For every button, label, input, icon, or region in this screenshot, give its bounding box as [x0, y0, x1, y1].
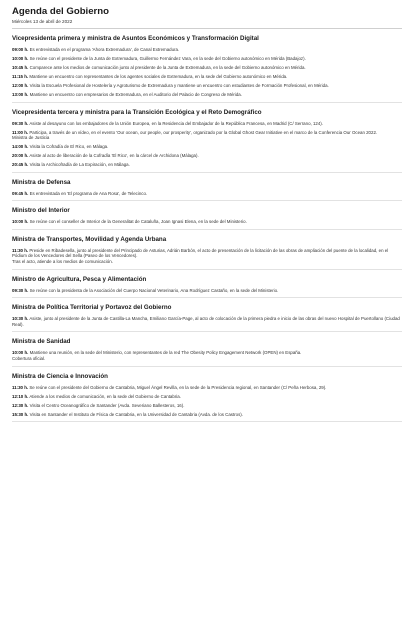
section-title: Ministra de Política Territorial y Portavoz del Gobierno — [12, 304, 172, 312]
agenda-entry — [12, 219, 402, 225]
entry-note: Cobertura oficial. — [12, 355, 46, 361]
entry-text: Asiste, junto al presidente de la Junta de Castilla-La Mancha, Emiliano García-Page, al acto de colocación de la primera piedra e inicio de las obras del nuevo Hospital de Puertollano (Ciudad Real). — [12, 316, 400, 327]
agenda-section — [12, 173, 402, 202]
entry-time: 11:00 h. — [12, 129, 29, 135]
entry-text: Comparece ante los medios de comunicación junto al presidente de la Junta de Extremadura, en la sede del Gobierno autonómico en Mérida. — [29, 64, 306, 70]
entry-note: Tras el acto, atiende a los medios de comunicación. — [12, 259, 113, 265]
agenda-entry — [12, 316, 402, 327]
entry-text: Participa, a través de un vídeo, en el evento 'Our ocean, our people, our prosperity', organizado por la Global Ghost Gear Initiative en el marco de la Conferencia Our Ocean 2022. — [29, 129, 378, 135]
entry-time: 12:10 h. — [12, 393, 29, 399]
agenda-entry — [12, 130, 402, 141]
agenda-section — [12, 367, 402, 423]
entry-text: Visita la Cofradía de El Rico, en Málaga. — [29, 144, 109, 150]
entry-text: Visita la Escuela Profesional de Hostelería y Agroturismo de Extremadura y mantiene un encuentro con estudiantes de Formación Profesional, en Mérida. — [29, 82, 329, 88]
agenda-entry — [12, 191, 402, 197]
entry-time: 20:00 h. — [12, 153, 29, 159]
entry-time: 11:30 h. — [12, 384, 29, 390]
entry-time: 15:30 h. — [12, 411, 29, 417]
entry-time: 14:00 h. — [12, 144, 29, 150]
agenda-entry — [12, 350, 402, 361]
entry-text: Preside en Ribadesella, junto al presidente del Principado de Asturias, Adrián Barbón, el acto de presentación de la licitación de las obras de ampliación del puente de la localidad, en el Pódium de los Vencedores del Sella (Paseo de los Vencedores). — [12, 247, 389, 259]
section-title: Ministra de Transportes, Movilidad y Agenda Urbana — [12, 235, 167, 243]
entry-time: 11:15 h. — [12, 73, 29, 79]
entry-text: Mantiene un encuentro con empresarios de Extremadura, en el Auditorio del Palacio de Congreso de Mérida. — [29, 91, 242, 97]
agenda-entry — [12, 121, 402, 127]
section-title: Ministro de Agricultura, Pesca y Alimentación — [12, 275, 147, 283]
page-title: Agenda del Gobierno — [12, 6, 110, 17]
entry-text: Se reúne con el presidente de la Junta de Extremadura, Guillermo Fernández Vara, en la sede del Gobierno autonómico en Mérida (Badajoz). — [29, 55, 306, 61]
agenda-section — [12, 230, 402, 270]
agenda-entry — [12, 83, 402, 89]
entry-text: Es entrevistada en 'El programa de Ana Rosa', de Telecinco. — [29, 190, 148, 196]
entry-text: Visita en Santander el Instituto de Física de Cantabria, en la Universidad de Cantabria (Avda. de los Castros). — [29, 411, 243, 417]
agenda-section — [12, 103, 402, 173]
page-date: Miércoles 13 de abril de 2022 — [12, 19, 73, 24]
entry-time: 20:45 h. — [12, 162, 29, 168]
agenda-section — [12, 298, 402, 332]
agenda-section — [12, 270, 402, 299]
agenda-section — [12, 332, 402, 366]
section-title: Ministra de Sanidad — [12, 338, 71, 346]
entry-text: Se reúne con el presidente del Gobierno de Cantabria, Miguel Ángel Revilla, en la sede de la Presidencia regional, en Santander (C/ Peña Herbosa, 29). — [29, 384, 327, 390]
entry-text: Visita la Archicofradía de La Expiración, en Málaga. — [29, 162, 130, 168]
entry-text: Asiste al acto de liberación de la Cofradía 'El Rico', en la cárcel de Archidona (Málaga). — [29, 153, 199, 159]
entry-text: Asiste al desayuno con los embajadores de la Unión Europea, en la Residencia del Embajador de la República Francesa, en Madrid (C/ Serrano, 124). — [29, 120, 323, 126]
agenda-entry — [12, 248, 402, 265]
agenda-entry — [12, 385, 402, 391]
entry-text: Mantiene una reunión, en la sede del Ministerio, con representantes de la red The Obesity Policy Engagement Network (OPEN) en España. — [29, 350, 302, 356]
entry-time: 10:30 h. — [12, 316, 29, 322]
agenda-entry — [12, 403, 402, 409]
agenda-entry — [12, 162, 402, 168]
section-title: Ministra de Ciencia e Innovación — [12, 372, 108, 380]
agenda-entry — [12, 92, 402, 98]
entry-time: 09:30 h. — [12, 120, 29, 126]
agenda-entry — [12, 394, 402, 400]
entry-time: 09:45 h. — [12, 190, 29, 196]
entry-time: 10:00 h. — [12, 350, 29, 356]
agenda-entry — [12, 153, 402, 159]
agenda-entry — [12, 412, 402, 418]
entry-text: Se reúne con la presidenta de la Asociación del Cuerpo Nacional Veterinario, Ana Rodríguez Castaño, en la sede del Ministerio. — [29, 287, 279, 293]
entry-time: 13:00 h. — [12, 91, 29, 97]
agenda-sections — [12, 29, 402, 422]
entry-time: 10:00 h. — [12, 55, 29, 61]
entry-time: 12:00 h. — [12, 82, 29, 88]
entry-text: Es entrevistada en el programa 'Ahora Extremadura', de Canal Extremadura. — [29, 47, 180, 52]
section-title: Vicepresidenta tercera y ministra para la Transición Ecológica y el Reto Demográfico — [12, 108, 262, 116]
agenda-section — [12, 29, 402, 103]
entry-text: Se reúne con el conseller de Interior de la Generalitat de Cataluña, Joan Ignasi Elena, en la sede del Ministerio. — [29, 219, 247, 225]
section-title: Ministra de Defensa — [12, 178, 71, 186]
entry-time: 09:30 h. — [12, 287, 29, 293]
agenda-entry — [12, 47, 402, 53]
entry-time: 10:45 h. — [12, 64, 29, 70]
entry-time: 10:00 h. — [12, 219, 29, 225]
agenda-entry — [12, 65, 402, 71]
entry-text: Mantiene un encuentro con representantes de los agentes sociales de Extremadura, en la sede del Gobierno autonómico en Mérida. — [29, 73, 288, 79]
agenda-entry — [12, 56, 402, 62]
agenda-entry — [12, 288, 402, 294]
section-title: Ministro del Interior — [12, 207, 70, 215]
entry-time: 09:00 h. — [12, 47, 29, 52]
section-title: Vicepresidenta primera y ministra de Asuntos Económicos y Transformación Digital — [12, 35, 259, 42]
entry-text: Visita el Centro Oceanográfico de Santander (Avda. Severiano Ballesteros, 16). — [29, 402, 185, 408]
section-divider — [12, 421, 402, 422]
entry-time: 11:30 h. — [12, 247, 29, 253]
entry-time: 12:30 h. — [12, 402, 29, 408]
agenda-entry — [12, 144, 402, 150]
agenda-entry — [12, 74, 402, 80]
entry-note: Ministra de Justicia — [12, 135, 50, 141]
entry-text: Atiende a los medios de comunicación, en la sede del Gobierno de Cantabria. — [29, 393, 181, 399]
agenda-section — [12, 201, 402, 230]
